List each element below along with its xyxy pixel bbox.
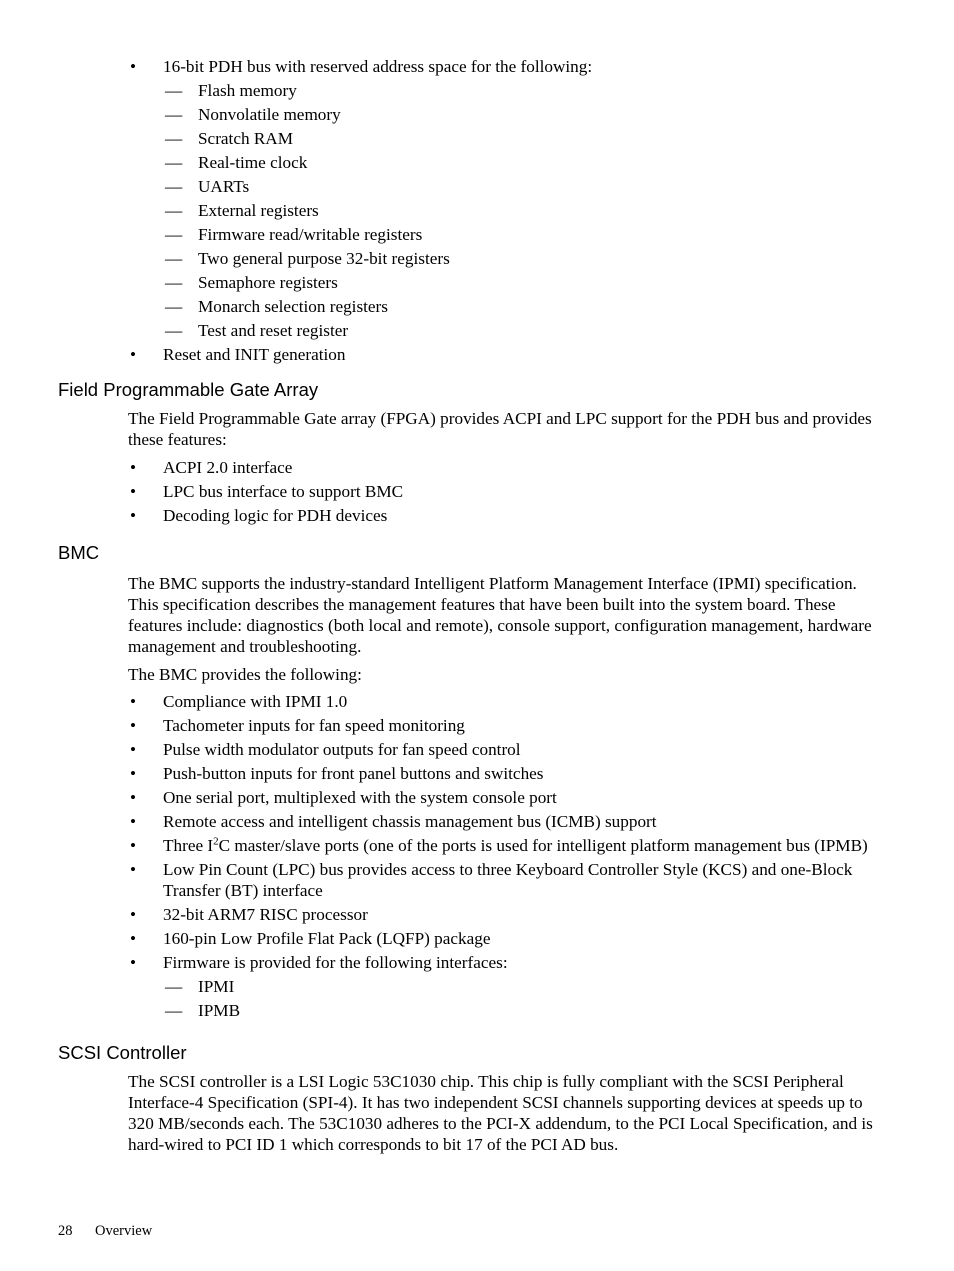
list-item: • Tachometer inputs for fan speed monitoring (128, 715, 873, 736)
fpga-intro: The Field Programmable Gate array (FPGA) provides ACPI and LPC support for the PDH bus and provides these features: (128, 409, 872, 449)
list-item: • Push-button inputs for front panel buttons and switches (128, 763, 873, 784)
list-item: • One serial port, multiplexed with the system console port (128, 787, 873, 808)
section-heading-bmc: BMC (58, 542, 100, 563)
list-item: • Compliance with IPMI 1.0 (128, 691, 873, 712)
list-item: — Semaphore registers (163, 272, 873, 293)
list-item: • Reset and INIT generation (128, 344, 873, 365)
list-item: — Scratch RAM (163, 128, 873, 149)
list-item: — UARTs (163, 176, 873, 197)
firmware-interface-list (163, 976, 873, 1021)
pdh-bus-item: 16-bit PDH bus with reserved address space for the following: (163, 57, 593, 76)
list-item: • Decoding logic for PDH devices (128, 505, 873, 526)
list-item: — Firmware read/writable registers (163, 224, 873, 245)
scsi-body: The SCSI controller is a LSI Logic 53C1030 chip. This chip is fully compliant with the SCSI Peripheral Interface-4 Specification (SPI-4). It has two independent SCSI channels supporting devices at speeds up to 320 MB/seconds each. The 53C1030 adheres to the PCI-X addendum, to the PCI Local Specification, and is hard-wired to PCI ID 1 which corresponds to bit 17 of the PCI AD bus. (128, 1072, 873, 1154)
firmware-item: Firmware is provided for the following interfaces: (163, 953, 508, 972)
fpga-feature-list (128, 457, 873, 526)
list-item (128, 835, 873, 856)
bmc-feature-list (128, 691, 873, 1021)
section-heading-fpga: Field Programmable Gate Array (58, 379, 319, 400)
section-heading-scsi: SCSI Controller (58, 1042, 187, 1063)
list-item: — Monarch selection registers (163, 296, 873, 317)
list-item: — Real-time clock (163, 152, 873, 173)
list-item: • ACPI 2.0 interface (128, 457, 873, 478)
i2c-prefix: Three I (163, 836, 214, 855)
list-item: — IPMB (163, 1000, 873, 1021)
bmc-provides-label: The BMC provides the following: (128, 665, 362, 684)
pdh-address-space-list (163, 80, 873, 341)
list-item: • LPC bus interface to support BMC (128, 481, 873, 502)
list-item: — Nonvolatile memory (163, 104, 873, 125)
list-item: • 160-pin Low Profile Flat Pack (LQFP) package (128, 928, 873, 949)
bmc-intro: The BMC supports the industry-standard Intelligent Platform Management Interface (IPMI) specification. This specification describes the management features that have been built into the system board. These features include: diagnostics (both local and remote), console support, configuration management, hardware management and troubleshooting. (128, 574, 872, 656)
pdh-feature-list (128, 56, 873, 365)
list-item (128, 952, 873, 1021)
list-item: — IPMI (163, 976, 873, 997)
list-item: • Remote access and intelligent chassis management bus (ICMB) support (128, 811, 873, 832)
list-item: — External registers (163, 200, 873, 221)
list-item: • Low Pin Count (LPC) bus provides access to three Keyboard Controller Style (KCS) and one-Block Transfer (BT) interface (128, 859, 873, 901)
i2c-rest: C master/slave ports (one of the ports is used for intelligent platform management bus (IPMB) (218, 836, 868, 855)
footer-section: Overview (95, 1223, 153, 1239)
list-item: • Pulse width modulator outputs for fan speed control (128, 739, 873, 760)
page-footer (58, 1222, 152, 1240)
list-item (128, 56, 873, 341)
list-item: — Flash memory (163, 80, 873, 101)
list-item: — Two general purpose 32-bit registers (163, 248, 873, 269)
page-number: 28 (58, 1223, 73, 1239)
i2c-superscript: 2 (213, 835, 219, 848)
list-item: — Test and reset register (163, 320, 873, 341)
list-item: • 32-bit ARM7 RISC processor (128, 904, 873, 925)
